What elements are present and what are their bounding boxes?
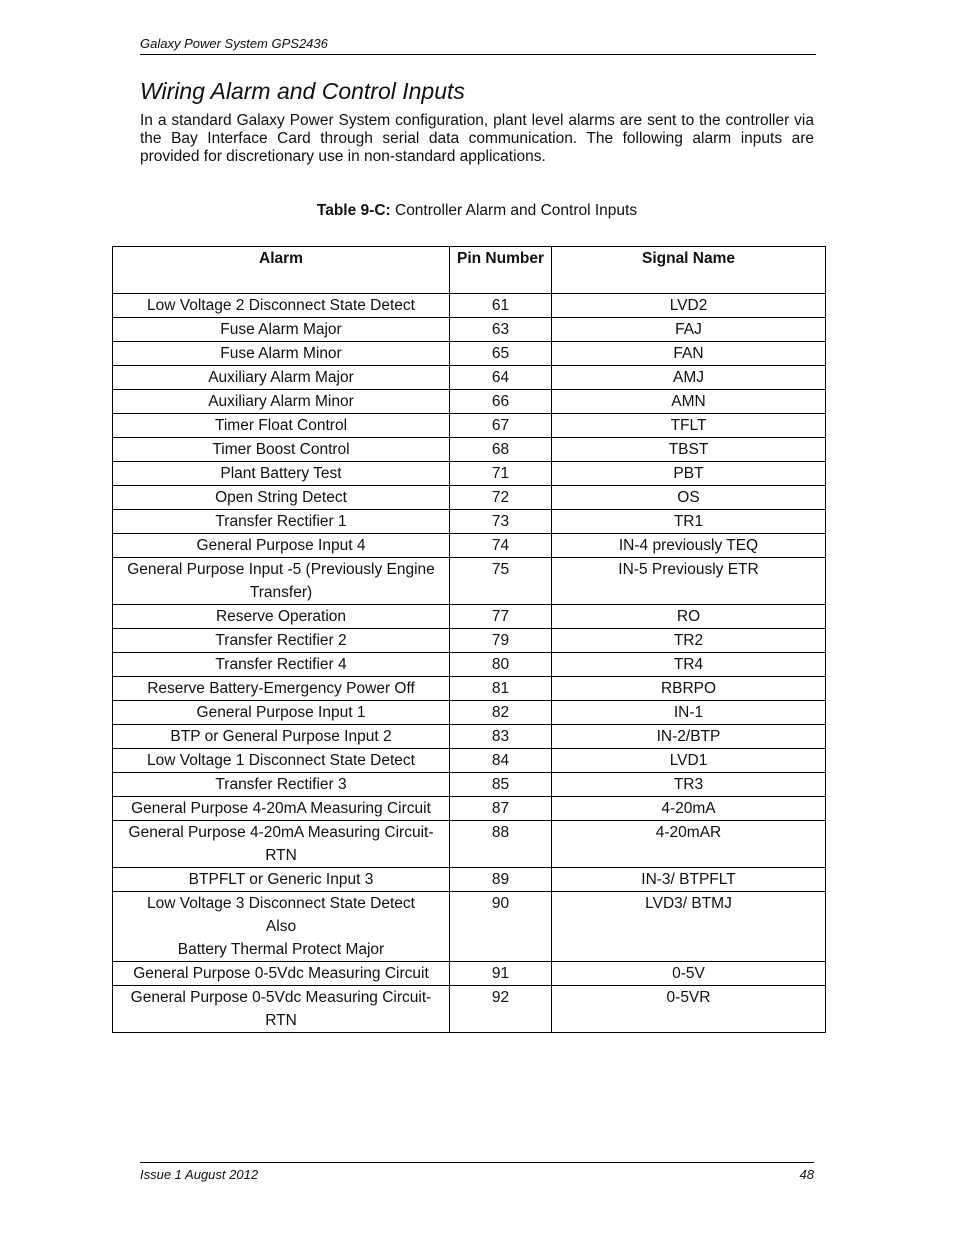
table-row (113, 962, 826, 986)
pin-cell: 68 (450, 438, 552, 462)
table-row (113, 366, 826, 390)
signal-cell: TFLT (552, 414, 826, 438)
pin-cell: 83 (450, 725, 552, 749)
table-row (113, 797, 826, 821)
alarm-cell: Transfer Rectifier 1 (113, 510, 450, 534)
signal-cell: TR2 (552, 629, 826, 653)
signal-cell: LVD1 (552, 749, 826, 773)
header-alarm: Alarm (113, 247, 450, 294)
signal-cell: PBT (552, 462, 826, 486)
pin-cell: 64 (450, 366, 552, 390)
table-row (113, 438, 826, 462)
signal-cell: 4-20mAR (552, 821, 826, 868)
signal-cell: IN-1 (552, 701, 826, 725)
alarm-cell: Auxiliary Alarm Major (113, 366, 450, 390)
alarm-cell: Transfer Rectifier 4 (113, 653, 450, 677)
pin-cell: 65 (450, 342, 552, 366)
signal-cell: LVD2 (552, 294, 826, 318)
signal-cell: IN-5 Previously ETR (552, 558, 826, 605)
pin-cell: 91 (450, 962, 552, 986)
signal-cell: 4-20mA (552, 797, 826, 821)
caption-label: Table 9-C: (316, 202, 391, 219)
table-row (113, 605, 826, 629)
table-row (113, 773, 826, 797)
pin-cell: 61 (450, 294, 552, 318)
pin-cell: 87 (450, 797, 552, 821)
pin-cell: 88 (450, 821, 552, 868)
table-row (113, 892, 826, 962)
pin-cell: 92 (450, 986, 552, 1033)
pin-cell: 82 (450, 701, 552, 725)
signal-cell: 0-5VR (552, 986, 826, 1033)
table-caption (0, 202, 954, 220)
footer-issue: Issue 1 August 2012 (140, 1167, 259, 1182)
page-header: Galaxy Power System GPS2436 (140, 36, 816, 55)
alarm-cell: General Purpose 0-5Vdc Measuring Circuit (113, 962, 450, 986)
alarm-cell: Auxiliary Alarm Minor (113, 390, 450, 414)
alarm-cell: Fuse Alarm Minor (113, 342, 450, 366)
alarm-cell: General Purpose 4-20mA Measuring Circuit-RTN (113, 821, 450, 868)
alarm-cell: General Purpose Input 1 (113, 701, 450, 725)
signal-cell: FAN (552, 342, 826, 366)
pin-cell: 85 (450, 773, 552, 797)
pin-cell: 90 (450, 892, 552, 962)
alarm-cell: Plant Battery Test (113, 462, 450, 486)
alarm-cell: Low Voltage 3 Disconnect State Detect Also Battery Thermal Protect Major (113, 892, 450, 962)
alarm-cell: General Purpose 0-5Vdc Measuring Circuit-RTN (113, 986, 450, 1033)
signal-cell: TR1 (552, 510, 826, 534)
signal-cell: TR3 (552, 773, 826, 797)
alarm-cell: Low Voltage 1 Disconnect State Detect (113, 749, 450, 773)
signal-cell: RO (552, 605, 826, 629)
signal-cell: AMN (552, 390, 826, 414)
pin-cell: 77 (450, 605, 552, 629)
signal-cell: OS (552, 486, 826, 510)
table-row (113, 534, 826, 558)
pin-cell: 71 (450, 462, 552, 486)
alarm-cell: Transfer Rectifier 3 (113, 773, 450, 797)
table-row (113, 294, 826, 318)
pin-cell: 84 (450, 749, 552, 773)
header-pin-number: Pin Number (450, 247, 552, 294)
header-signal-name: Signal Name (552, 247, 826, 294)
pin-cell: 75 (450, 558, 552, 605)
alarm-cell: Timer Boost Control (113, 438, 450, 462)
signal-cell: IN-4 previously TEQ (552, 534, 826, 558)
pin-cell: 89 (450, 868, 552, 892)
pin-cell: 66 (450, 390, 552, 414)
signal-cell: FAJ (552, 318, 826, 342)
page-number: 48 (799, 1167, 814, 1182)
pin-cell: 67 (450, 414, 552, 438)
table-row (113, 749, 826, 773)
pin-cell: 74 (450, 534, 552, 558)
table-row (113, 510, 826, 534)
page-footer (140, 1162, 814, 1182)
table-row (113, 558, 826, 605)
signal-cell: LVD3/ BTMJ (552, 892, 826, 962)
alarm-cell: General Purpose 4-20mA Measuring Circuit (113, 797, 450, 821)
alarm-cell: Reserve Operation (113, 605, 450, 629)
table-row (113, 342, 826, 366)
table-row (113, 677, 826, 701)
table-row (113, 414, 826, 438)
table-row (113, 868, 826, 892)
intro-paragraph: In a standard Galaxy Power System configuration, plant level alarms are sent to the controller via the Bay Interface Card through serial data communication. The following alarm inputs are provided for discretionary use in non-standard applications. (140, 112, 814, 165)
table-row (113, 462, 826, 486)
alarm-cell: General Purpose Input 4 (113, 534, 450, 558)
table-row (113, 725, 826, 749)
alarm-cell: Low Voltage 2 Disconnect State Detect (113, 294, 450, 318)
table-row (113, 629, 826, 653)
alarm-cell: BTPFLT or Generic Input 3 (113, 868, 450, 892)
table-row (113, 653, 826, 677)
signal-cell: AMJ (552, 366, 826, 390)
alarm-cell: BTP or General Purpose Input 2 (113, 725, 450, 749)
section-title: Wiring Alarm and Control Inputs (140, 78, 465, 104)
pin-cell: 63 (450, 318, 552, 342)
signal-cell: TBST (552, 438, 826, 462)
pin-cell: 73 (450, 510, 552, 534)
signal-cell: RBRPO (552, 677, 826, 701)
alarm-cell: Timer Float Control (113, 414, 450, 438)
table-header-row (113, 247, 826, 294)
table-row (113, 486, 826, 510)
table-row (113, 821, 826, 868)
alarm-cell: Open String Detect (113, 486, 450, 510)
alarm-cell: Fuse Alarm Major (113, 318, 450, 342)
table-row (113, 986, 826, 1033)
table-row (113, 390, 826, 414)
alarm-cell: General Purpose Input -5 (Previously Engine Transfer) (113, 558, 450, 605)
pin-cell: 80 (450, 653, 552, 677)
alarm-cell: Reserve Battery-Emergency Power Off (113, 677, 450, 701)
table-row (113, 701, 826, 725)
caption-text: Controller Alarm and Control Inputs (390, 202, 638, 219)
alarm-cell: Transfer Rectifier 2 (113, 629, 450, 653)
pin-cell: 81 (450, 677, 552, 701)
pin-cell: 79 (450, 629, 552, 653)
table-row (113, 318, 826, 342)
pin-cell: 72 (450, 486, 552, 510)
alarm-inputs-table (112, 246, 826, 1033)
signal-cell: IN-3/ BTPFLT (552, 868, 826, 892)
signal-cell: TR4 (552, 653, 826, 677)
signal-cell: 0-5V (552, 962, 826, 986)
signal-cell: IN-2/BTP (552, 725, 826, 749)
